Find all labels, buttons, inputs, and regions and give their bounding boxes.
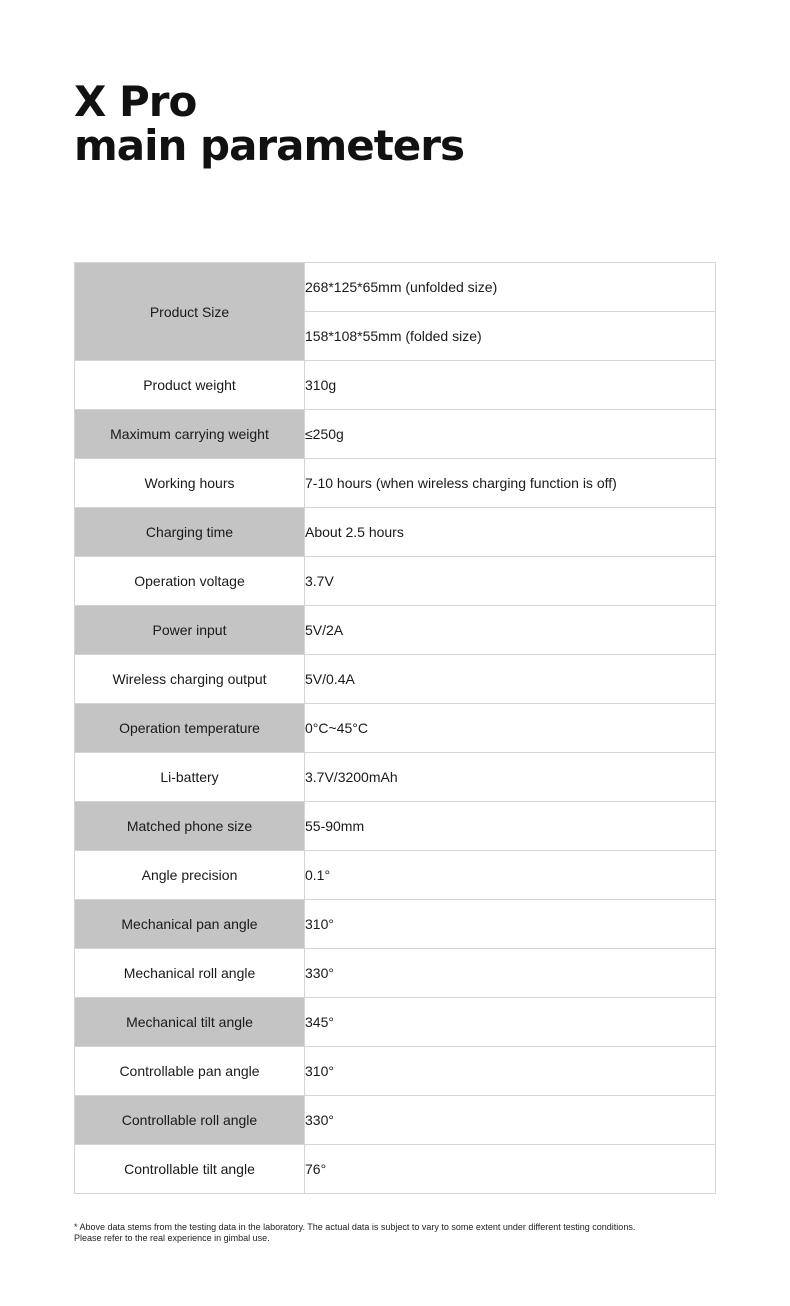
param-row	[75, 802, 716, 851]
param-label: Operation voltage	[75, 557, 305, 606]
param-row	[75, 900, 716, 949]
param-value: 330°	[305, 949, 716, 998]
param-row	[75, 1047, 716, 1096]
param-row	[75, 1145, 716, 1194]
footnote	[74, 1222, 734, 1244]
param-row	[75, 998, 716, 1047]
param-value: 345°	[305, 998, 716, 1047]
param-row	[75, 606, 716, 655]
param-row	[75, 851, 716, 900]
param-value: 5V/0.4A	[305, 655, 716, 704]
param-row	[75, 557, 716, 606]
param-row	[75, 410, 716, 459]
param-label: Product Size	[75, 263, 305, 361]
param-value: 158*108*55mm (folded size)	[305, 312, 716, 361]
param-row	[75, 1096, 716, 1145]
footnote-line-1: * Above data stems from the testing data in the laboratory. The actual data is subject to vary to some extent under different testing conditions.	[74, 1222, 636, 1232]
param-label: Angle precision	[75, 851, 305, 900]
param-label: Product weight	[75, 361, 305, 410]
param-label: Controllable roll angle	[75, 1096, 305, 1145]
param-label: Matched phone size	[75, 802, 305, 851]
param-value: 310°	[305, 1047, 716, 1096]
param-value: 3.7V	[305, 557, 716, 606]
param-value: About 2.5 hours	[305, 508, 716, 557]
param-label: Power input	[75, 606, 305, 655]
param-label: Controllable tilt angle	[75, 1145, 305, 1194]
param-label: Maximum carrying weight	[75, 410, 305, 459]
param-value: 310°	[305, 900, 716, 949]
param-label: Charging time	[75, 508, 305, 557]
param-row	[75, 361, 716, 410]
param-row	[75, 508, 716, 557]
param-label: Operation temperature	[75, 704, 305, 753]
parameters-table	[74, 262, 716, 1194]
param-value: 268*125*65mm (unfolded size)	[305, 263, 716, 312]
param-row	[75, 949, 716, 998]
title-line-2: main parameters	[74, 121, 465, 170]
param-row	[75, 655, 716, 704]
parameters-table-body	[75, 263, 716, 1194]
param-value: 76°	[305, 1145, 716, 1194]
param-value: ≤250g	[305, 410, 716, 459]
param-value: 55-90mm	[305, 802, 716, 851]
param-value: 7-10 hours (when wireless charging function is off)	[305, 459, 716, 508]
param-label: Working hours	[75, 459, 305, 508]
param-label: Mechanical tilt angle	[75, 998, 305, 1047]
param-label: Mechanical pan angle	[75, 900, 305, 949]
param-value: 310g	[305, 361, 716, 410]
param-label: Mechanical roll angle	[75, 949, 305, 998]
param-label: Controllable pan angle	[75, 1047, 305, 1096]
footnote-line-2: Please refer to the real experience in gimbal use.	[74, 1233, 270, 1243]
param-value: 330°	[305, 1096, 716, 1145]
param-value: 5V/2A	[305, 606, 716, 655]
param-value: 3.7V/3200mAh	[305, 753, 716, 802]
param-label: Wireless charging output	[75, 655, 305, 704]
param-row	[75, 263, 716, 312]
param-row	[75, 704, 716, 753]
param-label: Li-battery	[75, 753, 305, 802]
param-value: 0.1°	[305, 851, 716, 900]
param-value: 0°C~45°C	[305, 704, 716, 753]
title-line-1: X Pro	[74, 77, 197, 126]
param-row	[75, 459, 716, 508]
param-row	[75, 753, 716, 802]
page-title	[74, 77, 465, 170]
